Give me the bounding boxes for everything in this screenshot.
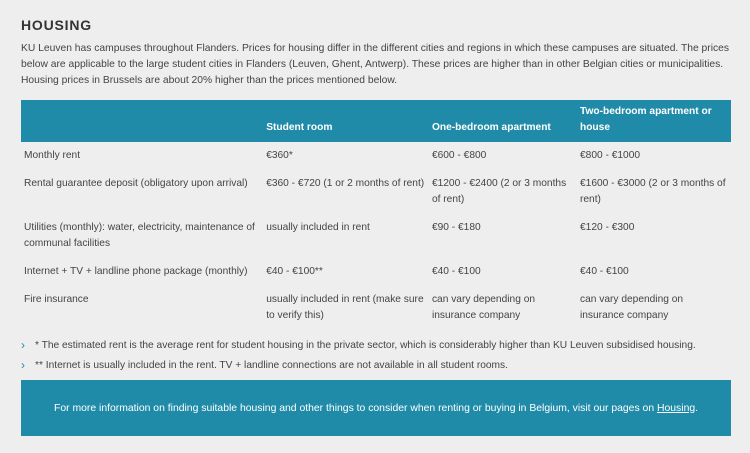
header-two-bedroom: Two-bedroom apartment or house — [578, 100, 731, 142]
intro-paragraph: KU Leuven has campuses throughout Flanders. Prices for housing differ in the different cities and regions in which these campuses are situated. The prices below are applicable to the large student cities in Flanders (Leuven, Ghent, Antwerp). These prices are higher than in other Belgian cities or municipalities. Housing prices in Brussels are about 20% higher than the prices mentioned below. — [21, 43, 730, 86]
banner-text-end: . — [695, 402, 699, 414]
table-cell: €360 - €720 (1 or 2 months of rent) — [266, 178, 425, 189]
table-row — [21, 286, 731, 330]
table-cell: €40 - €100 — [579, 266, 629, 277]
section-title: HOUSING — [21, 17, 92, 33]
chevron-right-icon: › — [21, 358, 25, 372]
table-cell: €1200 - €2400 (2 or 3 months of rent) — [431, 178, 567, 205]
table-cell: usually included in rent — [266, 222, 370, 233]
chevron-right-icon: › — [21, 338, 25, 352]
info-banner — [21, 380, 731, 436]
row-label: Rental guarantee deposit (obligatory upon arrival) — [24, 178, 248, 189]
footnote-text: ** Internet is usually included in the rent. TV + landline connections are not available in all student rooms. — [35, 359, 508, 371]
housing-price-table — [21, 100, 731, 330]
footnote-item — [21, 335, 741, 355]
table-cell: can vary depending on insurance company — [431, 294, 536, 321]
table-row — [21, 214, 731, 258]
footnotes — [21, 335, 741, 375]
table-cell: usually included in rent (make sure to verify this) — [266, 294, 424, 321]
row-label: Internet + TV + landline phone package (monthly) — [24, 266, 248, 277]
row-label: Utilities (monthly): water, electricity, maintenance of communal facilities — [24, 222, 255, 249]
table-cell: €40 - €100 — [431, 266, 481, 277]
table-row — [21, 258, 731, 286]
banner-text — [54, 403, 698, 414]
table-cell: €120 - €300 — [579, 222, 635, 233]
table-row — [21, 170, 731, 214]
row-label: Fire insurance — [24, 294, 89, 305]
row-label: Monthly rent — [24, 150, 81, 161]
footnote-text: * The estimated rent is the average rent for student housing in the private sector, which is considerably higher than KU Leuven subsidised housing. — [35, 339, 696, 351]
table-cell: €800 - €1000 — [579, 150, 641, 161]
banner-text-main: For more information on finding suitable housing and other things to consider when renting or buying in Belgium, visit our pages on — [53, 402, 657, 414]
header-one-bedroom: One-bedroom apartment — [430, 100, 578, 142]
header-label — [21, 100, 264, 142]
table-cell: €40 - €100** — [266, 266, 323, 277]
table-cell: €90 - €180 — [431, 222, 481, 233]
header-student-room: Student room — [264, 100, 430, 142]
housing-link[interactable]: Housing — [657, 402, 696, 414]
table-header-row — [21, 100, 731, 142]
table-cell: can vary depending on insurance company — [579, 294, 684, 321]
table-cell: €600 - €800 — [431, 150, 487, 161]
table-cell: €1600 - €3000 (2 or 3 months of rent) — [579, 178, 726, 205]
table-cell: €360* — [266, 150, 293, 161]
footnote-item — [21, 355, 741, 375]
table-row — [21, 142, 731, 170]
